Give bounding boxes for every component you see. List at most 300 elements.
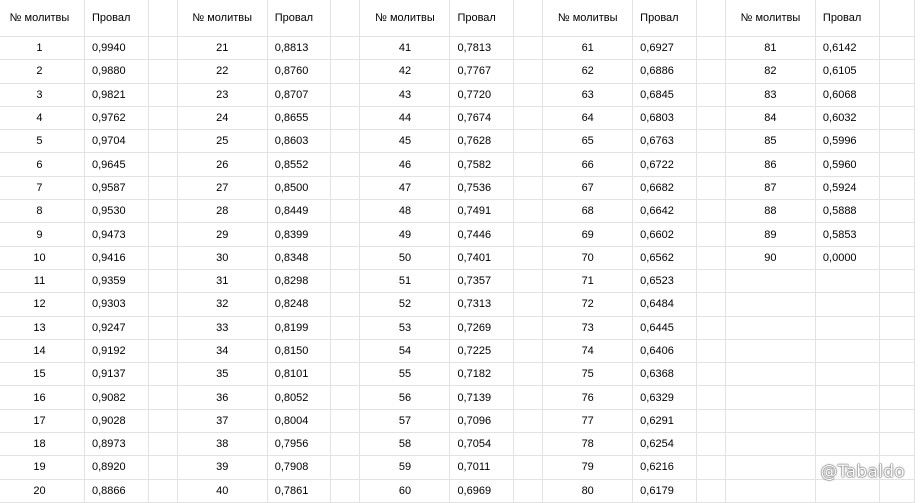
spacer-cell[interactable] bbox=[331, 0, 360, 37]
spacer-cell[interactable] bbox=[514, 200, 543, 223]
cell-prayer-number[interactable]: 55 bbox=[360, 363, 450, 386]
cell-fail-value[interactable]: 0,7582 bbox=[450, 153, 514, 176]
cell-fail-value[interactable]: 0,7401 bbox=[450, 246, 514, 269]
spacer-cell[interactable] bbox=[148, 316, 177, 339]
cell-fail-value[interactable]: 0,5996 bbox=[815, 130, 879, 153]
cell-prayer-number[interactable] bbox=[725, 363, 815, 386]
spacer-cell[interactable] bbox=[331, 106, 360, 129]
cell-fail-value[interactable]: 0,9082 bbox=[84, 386, 148, 409]
header-cell-fail[interactable]: Провал bbox=[267, 0, 331, 37]
header-cell-number[interactable]: № молитвы bbox=[360, 0, 450, 37]
spacer-cell[interactable] bbox=[696, 37, 725, 60]
cell-fail-value[interactable]: 0,6445 bbox=[633, 316, 697, 339]
spacer-cell[interactable] bbox=[331, 153, 360, 176]
cell-prayer-number[interactable]: 61 bbox=[543, 37, 633, 60]
spacer-cell[interactable] bbox=[879, 409, 914, 432]
cell-prayer-number[interactable]: 87 bbox=[725, 176, 815, 199]
cell-prayer-number[interactable]: 67 bbox=[543, 176, 633, 199]
cell-fail-value[interactable]: 0,6562 bbox=[633, 246, 697, 269]
header-cell-number[interactable]: № молитвы bbox=[0, 0, 84, 37]
cell-fail-value[interactable] bbox=[815, 316, 879, 339]
cell-prayer-number[interactable] bbox=[725, 293, 815, 316]
cell-prayer-number[interactable]: 25 bbox=[177, 130, 267, 153]
spacer-cell[interactable] bbox=[148, 60, 177, 83]
cell-fail-value[interactable]: 0,7313 bbox=[450, 293, 514, 316]
spacer-cell[interactable] bbox=[514, 479, 543, 502]
cell-prayer-number[interactable]: 78 bbox=[543, 433, 633, 456]
spacer-cell[interactable] bbox=[331, 176, 360, 199]
cell-fail-value[interactable]: 0,6105 bbox=[815, 60, 879, 83]
header-cell-number[interactable]: № молитвы bbox=[177, 0, 267, 37]
spacer-cell[interactable] bbox=[514, 223, 543, 246]
cell-fail-value[interactable] bbox=[815, 433, 879, 456]
spacer-cell[interactable] bbox=[514, 60, 543, 83]
cell-prayer-number[interactable]: 43 bbox=[360, 83, 450, 106]
spacer-cell[interactable] bbox=[148, 200, 177, 223]
spacer-cell[interactable] bbox=[148, 269, 177, 292]
cell-fail-value[interactable]: 0,9645 bbox=[84, 153, 148, 176]
cell-prayer-number[interactable]: 30 bbox=[177, 246, 267, 269]
spacer-cell[interactable] bbox=[331, 223, 360, 246]
cell-fail-value[interactable]: 0,9530 bbox=[84, 200, 148, 223]
cell-prayer-number[interactable] bbox=[725, 479, 815, 502]
cell-prayer-number[interactable]: 76 bbox=[543, 386, 633, 409]
cell-prayer-number[interactable]: 6 bbox=[0, 153, 84, 176]
spacer-cell[interactable] bbox=[879, 83, 914, 106]
spacer-cell[interactable] bbox=[331, 339, 360, 362]
cell-prayer-number[interactable]: 16 bbox=[0, 386, 84, 409]
cell-prayer-number[interactable]: 28 bbox=[177, 200, 267, 223]
spacer-cell[interactable] bbox=[331, 83, 360, 106]
cell-prayer-number[interactable]: 54 bbox=[360, 339, 450, 362]
cell-prayer-number[interactable]: 56 bbox=[360, 386, 450, 409]
spacer-cell[interactable] bbox=[696, 130, 725, 153]
cell-prayer-number[interactable]: 48 bbox=[360, 200, 450, 223]
cell-fail-value[interactable]: 0,6179 bbox=[633, 479, 697, 502]
cell-fail-value[interactable]: 0,8552 bbox=[267, 153, 331, 176]
cell-fail-value[interactable]: 0,7628 bbox=[450, 130, 514, 153]
cell-fail-value[interactable]: 0,9359 bbox=[84, 269, 148, 292]
cell-prayer-number[interactable]: 34 bbox=[177, 339, 267, 362]
cell-fail-value[interactable]: 0,8707 bbox=[267, 83, 331, 106]
cell-fail-value[interactable]: 0,6216 bbox=[633, 456, 697, 479]
cell-fail-value[interactable]: 0,6523 bbox=[633, 269, 697, 292]
spacer-cell[interactable] bbox=[514, 316, 543, 339]
spacer-cell[interactable] bbox=[331, 200, 360, 223]
spacer-cell[interactable] bbox=[514, 246, 543, 269]
spacer-cell[interactable] bbox=[696, 83, 725, 106]
cell-fail-value[interactable]: 0,0000 bbox=[815, 246, 879, 269]
cell-prayer-number[interactable]: 9 bbox=[0, 223, 84, 246]
cell-prayer-number[interactable]: 31 bbox=[177, 269, 267, 292]
header-cell-fail[interactable]: Провал bbox=[450, 0, 514, 37]
spacer-cell[interactable] bbox=[514, 363, 543, 386]
spacer-cell[interactable] bbox=[696, 200, 725, 223]
cell-prayer-number[interactable]: 33 bbox=[177, 316, 267, 339]
spacer-cell[interactable] bbox=[331, 60, 360, 83]
cell-fail-value[interactable]: 0,5853 bbox=[815, 223, 879, 246]
cell-prayer-number[interactable]: 44 bbox=[360, 106, 450, 129]
cell-prayer-number[interactable]: 32 bbox=[177, 293, 267, 316]
cell-prayer-number[interactable]: 14 bbox=[0, 339, 84, 362]
cell-fail-value[interactable]: 0,9762 bbox=[84, 106, 148, 129]
cell-fail-value[interactable]: 0,8348 bbox=[267, 246, 331, 269]
cell-fail-value[interactable]: 0,7096 bbox=[450, 409, 514, 432]
cell-fail-value[interactable]: 0,9247 bbox=[84, 316, 148, 339]
spacer-cell[interactable] bbox=[331, 386, 360, 409]
cell-fail-value[interactable]: 0,7720 bbox=[450, 83, 514, 106]
cell-prayer-number[interactable]: 1 bbox=[0, 37, 84, 60]
spacer-cell[interactable] bbox=[696, 153, 725, 176]
cell-fail-value[interactable]: 0,6484 bbox=[633, 293, 697, 316]
cell-prayer-number[interactable]: 89 bbox=[725, 223, 815, 246]
spacer-cell[interactable] bbox=[879, 223, 914, 246]
cell-fail-value[interactable]: 0,9940 bbox=[84, 37, 148, 60]
cell-fail-value[interactable]: 0,6406 bbox=[633, 339, 697, 362]
header-cell-fail[interactable]: Провал bbox=[815, 0, 879, 37]
cell-prayer-number[interactable]: 40 bbox=[177, 479, 267, 502]
spacer-cell[interactable] bbox=[514, 106, 543, 129]
spacer-cell[interactable] bbox=[514, 269, 543, 292]
spacer-cell[interactable] bbox=[514, 456, 543, 479]
cell-fail-value[interactable]: 0,8399 bbox=[267, 223, 331, 246]
cell-fail-value[interactable]: 0,5924 bbox=[815, 176, 879, 199]
cell-prayer-number[interactable]: 86 bbox=[725, 153, 815, 176]
cell-prayer-number[interactable]: 42 bbox=[360, 60, 450, 83]
cell-prayer-number[interactable]: 12 bbox=[0, 293, 84, 316]
spacer-cell[interactable] bbox=[331, 316, 360, 339]
cell-prayer-number[interactable] bbox=[725, 386, 815, 409]
cell-prayer-number[interactable]: 26 bbox=[177, 153, 267, 176]
cell-prayer-number[interactable]: 46 bbox=[360, 153, 450, 176]
spacer-cell[interactable] bbox=[148, 456, 177, 479]
cell-fail-value[interactable]: 0,6763 bbox=[633, 130, 697, 153]
cell-fail-value[interactable]: 0,8298 bbox=[267, 269, 331, 292]
spacer-cell[interactable] bbox=[331, 479, 360, 502]
cell-prayer-number[interactable]: 63 bbox=[543, 83, 633, 106]
cell-fail-value[interactable]: 0,8101 bbox=[267, 363, 331, 386]
spacer-cell[interactable] bbox=[696, 409, 725, 432]
spacer-cell[interactable] bbox=[696, 106, 725, 129]
cell-prayer-number[interactable]: 45 bbox=[360, 130, 450, 153]
spacer-cell[interactable] bbox=[331, 130, 360, 153]
cell-prayer-number[interactable]: 35 bbox=[177, 363, 267, 386]
cell-fail-value[interactable] bbox=[815, 479, 879, 502]
cell-prayer-number[interactable]: 66 bbox=[543, 153, 633, 176]
cell-fail-value[interactable]: 0,6368 bbox=[633, 363, 697, 386]
spacer-cell[interactable] bbox=[696, 363, 725, 386]
cell-prayer-number[interactable]: 57 bbox=[360, 409, 450, 432]
spacer-cell[interactable] bbox=[696, 269, 725, 292]
cell-prayer-number[interactable]: 72 bbox=[543, 293, 633, 316]
cell-fail-value[interactable]: 0,8004 bbox=[267, 409, 331, 432]
cell-fail-value[interactable]: 0,6722 bbox=[633, 153, 697, 176]
spacer-cell[interactable] bbox=[331, 269, 360, 292]
cell-fail-value[interactable]: 0,9880 bbox=[84, 60, 148, 83]
spacer-cell[interactable] bbox=[148, 176, 177, 199]
cell-prayer-number[interactable]: 50 bbox=[360, 246, 450, 269]
cell-prayer-number[interactable]: 38 bbox=[177, 433, 267, 456]
spacer-cell[interactable] bbox=[696, 316, 725, 339]
cell-fail-value[interactable]: 0,8655 bbox=[267, 106, 331, 129]
cell-fail-value[interactable] bbox=[815, 409, 879, 432]
cell-prayer-number[interactable]: 84 bbox=[725, 106, 815, 129]
cell-fail-value[interactable]: 0,8248 bbox=[267, 293, 331, 316]
cell-prayer-number[interactable]: 59 bbox=[360, 456, 450, 479]
cell-prayer-number[interactable]: 4 bbox=[0, 106, 84, 129]
cell-prayer-number[interactable] bbox=[725, 316, 815, 339]
cell-prayer-number[interactable]: 36 bbox=[177, 386, 267, 409]
spacer-cell[interactable] bbox=[696, 339, 725, 362]
cell-prayer-number[interactable]: 82 bbox=[725, 60, 815, 83]
cell-fail-value[interactable]: 0,6682 bbox=[633, 176, 697, 199]
spacer-cell[interactable] bbox=[696, 223, 725, 246]
cell-fail-value[interactable]: 0,7011 bbox=[450, 456, 514, 479]
cell-fail-value[interactable]: 0,8760 bbox=[267, 60, 331, 83]
cell-fail-value[interactable] bbox=[815, 339, 879, 362]
cell-prayer-number[interactable]: 27 bbox=[177, 176, 267, 199]
cell-prayer-number[interactable]: 39 bbox=[177, 456, 267, 479]
header-cell-number[interactable]: № молитвы bbox=[725, 0, 815, 37]
spacer-cell[interactable] bbox=[514, 0, 543, 37]
cell-fail-value[interactable]: 0,7767 bbox=[450, 60, 514, 83]
cell-prayer-number[interactable]: 53 bbox=[360, 316, 450, 339]
spacer-cell[interactable] bbox=[148, 293, 177, 316]
spacer-cell[interactable] bbox=[879, 60, 914, 83]
cell-fail-value[interactable]: 0,9821 bbox=[84, 83, 148, 106]
spacer-cell[interactable] bbox=[148, 363, 177, 386]
cell-fail-value[interactable]: 0,6845 bbox=[633, 83, 697, 106]
cell-prayer-number[interactable]: 64 bbox=[543, 106, 633, 129]
cell-prayer-number[interactable]: 52 bbox=[360, 293, 450, 316]
cell-fail-value[interactable]: 0,7536 bbox=[450, 176, 514, 199]
spacer-cell[interactable] bbox=[331, 293, 360, 316]
cell-fail-value[interactable]: 0,7182 bbox=[450, 363, 514, 386]
cell-fail-value[interactable]: 0,9028 bbox=[84, 409, 148, 432]
cell-fail-value[interactable]: 0,9303 bbox=[84, 293, 148, 316]
cell-fail-value[interactable]: 0,6886 bbox=[633, 60, 697, 83]
spacer-cell[interactable] bbox=[148, 386, 177, 409]
spacer-cell[interactable] bbox=[331, 456, 360, 479]
spacer-cell[interactable] bbox=[148, 153, 177, 176]
spacer-cell[interactable] bbox=[148, 106, 177, 129]
cell-fail-value[interactable]: 0,9137 bbox=[84, 363, 148, 386]
spacer-cell[interactable] bbox=[514, 293, 543, 316]
spacer-cell[interactable] bbox=[879, 363, 914, 386]
cell-fail-value[interactable]: 0,7861 bbox=[267, 479, 331, 502]
spacer-cell[interactable] bbox=[148, 37, 177, 60]
cell-prayer-number[interactable]: 81 bbox=[725, 37, 815, 60]
spacer-cell[interactable] bbox=[331, 363, 360, 386]
cell-fail-value[interactable]: 0,7908 bbox=[267, 456, 331, 479]
cell-prayer-number[interactable]: 51 bbox=[360, 269, 450, 292]
cell-fail-value[interactable]: 0,9587 bbox=[84, 176, 148, 199]
cell-prayer-number[interactable]: 18 bbox=[0, 433, 84, 456]
header-cell-fail[interactable]: Провал bbox=[633, 0, 697, 37]
cell-prayer-number[interactable]: 37 bbox=[177, 409, 267, 432]
cell-prayer-number[interactable]: 19 bbox=[0, 456, 84, 479]
cell-prayer-number[interactable]: 8 bbox=[0, 200, 84, 223]
cell-fail-value[interactable]: 0,8500 bbox=[267, 176, 331, 199]
cell-prayer-number[interactable]: 75 bbox=[543, 363, 633, 386]
spacer-cell[interactable] bbox=[879, 106, 914, 129]
spacer-cell[interactable] bbox=[879, 153, 914, 176]
header-cell-number[interactable]: № молитвы bbox=[543, 0, 633, 37]
cell-prayer-number[interactable]: 7 bbox=[0, 176, 84, 199]
cell-prayer-number[interactable]: 11 bbox=[0, 269, 84, 292]
spacer-cell[interactable] bbox=[514, 83, 543, 106]
spacer-cell[interactable] bbox=[879, 37, 914, 60]
spacer-cell[interactable] bbox=[148, 246, 177, 269]
cell-prayer-number[interactable]: 58 bbox=[360, 433, 450, 456]
cell-fail-value[interactable]: 0,7269 bbox=[450, 316, 514, 339]
spacer-cell[interactable] bbox=[879, 339, 914, 362]
cell-fail-value[interactable]: 0,6927 bbox=[633, 37, 697, 60]
cell-prayer-number[interactable]: 60 bbox=[360, 479, 450, 502]
spacer-cell[interactable] bbox=[514, 339, 543, 362]
spacer-cell[interactable] bbox=[879, 293, 914, 316]
cell-prayer-number[interactable]: 29 bbox=[177, 223, 267, 246]
spacer-cell[interactable] bbox=[331, 433, 360, 456]
spacer-cell[interactable] bbox=[696, 293, 725, 316]
cell-prayer-number[interactable]: 70 bbox=[543, 246, 633, 269]
spacer-cell[interactable] bbox=[696, 433, 725, 456]
cell-fail-value[interactable]: 0,7446 bbox=[450, 223, 514, 246]
cell-fail-value[interactable]: 0,6969 bbox=[450, 479, 514, 502]
spacer-cell[interactable] bbox=[696, 479, 725, 502]
cell-fail-value[interactable]: 0,7054 bbox=[450, 433, 514, 456]
spacer-cell[interactable] bbox=[514, 386, 543, 409]
cell-prayer-number[interactable]: 73 bbox=[543, 316, 633, 339]
cell-prayer-number[interactable]: 22 bbox=[177, 60, 267, 83]
cell-prayer-number[interactable]: 65 bbox=[543, 130, 633, 153]
cell-prayer-number[interactable]: 13 bbox=[0, 316, 84, 339]
cell-fail-value[interactable]: 0,9192 bbox=[84, 339, 148, 362]
cell-prayer-number[interactable] bbox=[725, 339, 815, 362]
cell-fail-value[interactable]: 0,5960 bbox=[815, 153, 879, 176]
cell-fail-value[interactable]: 0,9416 bbox=[84, 246, 148, 269]
cell-fail-value[interactable]: 0,9704 bbox=[84, 130, 148, 153]
cell-fail-value[interactable]: 0,8052 bbox=[267, 386, 331, 409]
cell-fail-value[interactable]: 0,7225 bbox=[450, 339, 514, 362]
spacer-cell[interactable] bbox=[879, 386, 914, 409]
cell-fail-value[interactable]: 0,8973 bbox=[84, 433, 148, 456]
cell-prayer-number[interactable]: 68 bbox=[543, 200, 633, 223]
cell-prayer-number[interactable] bbox=[725, 433, 815, 456]
spacer-cell[interactable] bbox=[331, 409, 360, 432]
cell-prayer-number[interactable]: 10 bbox=[0, 246, 84, 269]
spacer-cell[interactable] bbox=[879, 200, 914, 223]
spacer-cell[interactable] bbox=[148, 409, 177, 432]
spacer-cell[interactable] bbox=[331, 246, 360, 269]
cell-prayer-number[interactable]: 3 bbox=[0, 83, 84, 106]
cell-fail-value[interactable]: 0,6032 bbox=[815, 106, 879, 129]
cell-fail-value[interactable]: 0,8866 bbox=[84, 479, 148, 502]
cell-fail-value[interactable]: 0,6254 bbox=[633, 433, 697, 456]
spacer-cell[interactable] bbox=[696, 0, 725, 37]
cell-fail-value[interactable]: 0,7813 bbox=[450, 37, 514, 60]
cell-prayer-number[interactable]: 88 bbox=[725, 200, 815, 223]
cell-prayer-number[interactable]: 2 bbox=[0, 60, 84, 83]
cell-prayer-number[interactable]: 77 bbox=[543, 409, 633, 432]
cell-fail-value[interactable]: 0,7357 bbox=[450, 269, 514, 292]
spacer-cell[interactable] bbox=[879, 130, 914, 153]
spacer-cell[interactable] bbox=[696, 456, 725, 479]
cell-prayer-number[interactable]: 49 bbox=[360, 223, 450, 246]
spacer-cell[interactable] bbox=[514, 176, 543, 199]
cell-fail-value[interactable]: 0,8813 bbox=[267, 37, 331, 60]
cell-prayer-number[interactable] bbox=[725, 409, 815, 432]
cell-prayer-number[interactable]: 80 bbox=[543, 479, 633, 502]
cell-fail-value[interactable] bbox=[815, 363, 879, 386]
cell-prayer-number[interactable]: 41 bbox=[360, 37, 450, 60]
cell-fail-value[interactable]: 0,6642 bbox=[633, 200, 697, 223]
spacer-cell[interactable] bbox=[148, 0, 177, 37]
spacer-cell[interactable] bbox=[696, 386, 725, 409]
cell-fail-value[interactable] bbox=[815, 269, 879, 292]
spacer-cell[interactable] bbox=[514, 433, 543, 456]
spacer-cell[interactable] bbox=[879, 0, 914, 37]
cell-prayer-number[interactable]: 23 bbox=[177, 83, 267, 106]
header-cell-fail[interactable]: Провал bbox=[84, 0, 148, 37]
cell-fail-value[interactable]: 0,6329 bbox=[633, 386, 697, 409]
spacer-cell[interactable] bbox=[514, 153, 543, 176]
cell-prayer-number[interactable]: 90 bbox=[725, 246, 815, 269]
cell-fail-value[interactable]: 0,7139 bbox=[450, 386, 514, 409]
cell-prayer-number[interactable]: 74 bbox=[543, 339, 633, 362]
cell-prayer-number[interactable]: 5 bbox=[0, 130, 84, 153]
spacer-cell[interactable] bbox=[148, 479, 177, 502]
cell-fail-value[interactable]: 0,7491 bbox=[450, 200, 514, 223]
cell-prayer-number[interactable]: 85 bbox=[725, 130, 815, 153]
cell-fail-value[interactable]: 0,6291 bbox=[633, 409, 697, 432]
spacer-cell[interactable] bbox=[696, 246, 725, 269]
cell-fail-value[interactable]: 0,6602 bbox=[633, 223, 697, 246]
cell-prayer-number[interactable]: 62 bbox=[543, 60, 633, 83]
spacer-cell[interactable] bbox=[148, 339, 177, 362]
cell-prayer-number[interactable]: 83 bbox=[725, 83, 815, 106]
cell-prayer-number[interactable]: 79 bbox=[543, 456, 633, 479]
cell-prayer-number[interactable] bbox=[725, 269, 815, 292]
spacer-cell[interactable] bbox=[148, 433, 177, 456]
cell-fail-value[interactable]: 0,5888 bbox=[815, 200, 879, 223]
spacer-cell[interactable] bbox=[879, 479, 914, 502]
spacer-cell[interactable] bbox=[331, 37, 360, 60]
spacer-cell[interactable] bbox=[879, 246, 914, 269]
cell-fail-value[interactable] bbox=[815, 386, 879, 409]
cell-prayer-number[interactable]: 20 bbox=[0, 479, 84, 502]
cell-fail-value[interactable]: 0,9473 bbox=[84, 223, 148, 246]
spacer-cell[interactable] bbox=[696, 176, 725, 199]
spacer-cell[interactable] bbox=[879, 316, 914, 339]
cell-fail-value[interactable] bbox=[815, 293, 879, 316]
spacer-cell[interactable] bbox=[148, 83, 177, 106]
cell-prayer-number[interactable]: 15 bbox=[0, 363, 84, 386]
cell-fail-value[interactable]: 0,6142 bbox=[815, 37, 879, 60]
spacer-cell[interactable] bbox=[514, 130, 543, 153]
spacer-cell[interactable] bbox=[696, 60, 725, 83]
spacer-cell[interactable] bbox=[514, 409, 543, 432]
cell-fail-value[interactable]: 0,8603 bbox=[267, 130, 331, 153]
cell-prayer-number[interactable]: 47 bbox=[360, 176, 450, 199]
spacer-cell[interactable] bbox=[879, 176, 914, 199]
cell-prayer-number[interactable]: 69 bbox=[543, 223, 633, 246]
cell-prayer-number[interactable]: 71 bbox=[543, 269, 633, 292]
spacer-cell[interactable] bbox=[879, 433, 914, 456]
spacer-cell[interactable] bbox=[148, 223, 177, 246]
cell-prayer-number[interactable]: 21 bbox=[177, 37, 267, 60]
cell-fail-value[interactable]: 0,7674 bbox=[450, 106, 514, 129]
